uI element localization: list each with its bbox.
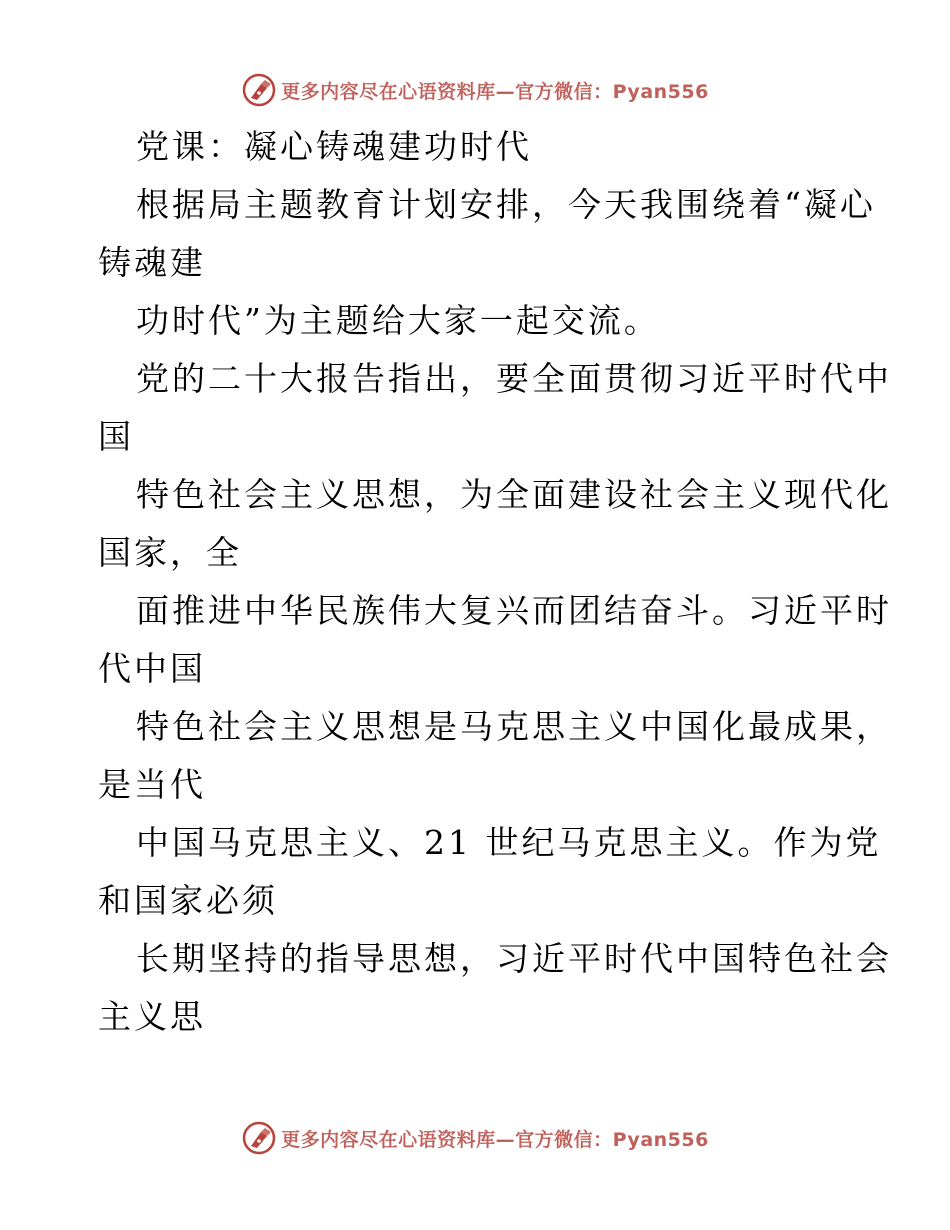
watermark-text: 更多内容尽在心语资料库—官方微信：Pyan556 (281, 1128, 709, 1151)
text-line: 面推进中华民族伟大复兴而团结奋斗。习近平时 (136, 591, 892, 630)
text-line: 中国马克思主义、21 世纪马克思主义。作为党 (136, 823, 882, 862)
header-watermark (0, 70, 950, 110)
text-line: 根据局主题教育计划安排，今天我围绕着“凝心 (136, 185, 876, 224)
text-line: 国 (98, 417, 134, 456)
document-title: 党课：凝心铸魂建功时代 (136, 127, 532, 166)
text-line: 功时代”为主题给大家一起交流。 (136, 301, 660, 340)
text-line: 和国家必须 (98, 881, 278, 920)
document-body (98, 118, 892, 1046)
text-line: 代中国 (98, 649, 206, 688)
pen-nib-logo-icon (241, 1120, 277, 1156)
text-line: 主义思 (98, 997, 206, 1036)
text-line: 特色社会主义思想是马克思主义中国化最成果， (136, 707, 892, 746)
text-line: 党的二十大报告指出，要全面贯彻习近平时代中 (136, 359, 892, 398)
pen-nib-logo-icon (241, 72, 277, 108)
watermark-text: 更多内容尽在心语资料库—官方微信：Pyan556 (281, 80, 709, 103)
footer-watermark (0, 1118, 950, 1158)
text-line: 国家，全 (98, 533, 242, 572)
text-line: 是当代 (98, 765, 206, 804)
text-line: 特色社会主义思想，为全面建设社会主义现代化 (136, 475, 892, 514)
text-line: 长期坚持的指导思想，习近平时代中国特色社会 (136, 939, 892, 978)
text-line: 铸魂建 (98, 243, 206, 282)
